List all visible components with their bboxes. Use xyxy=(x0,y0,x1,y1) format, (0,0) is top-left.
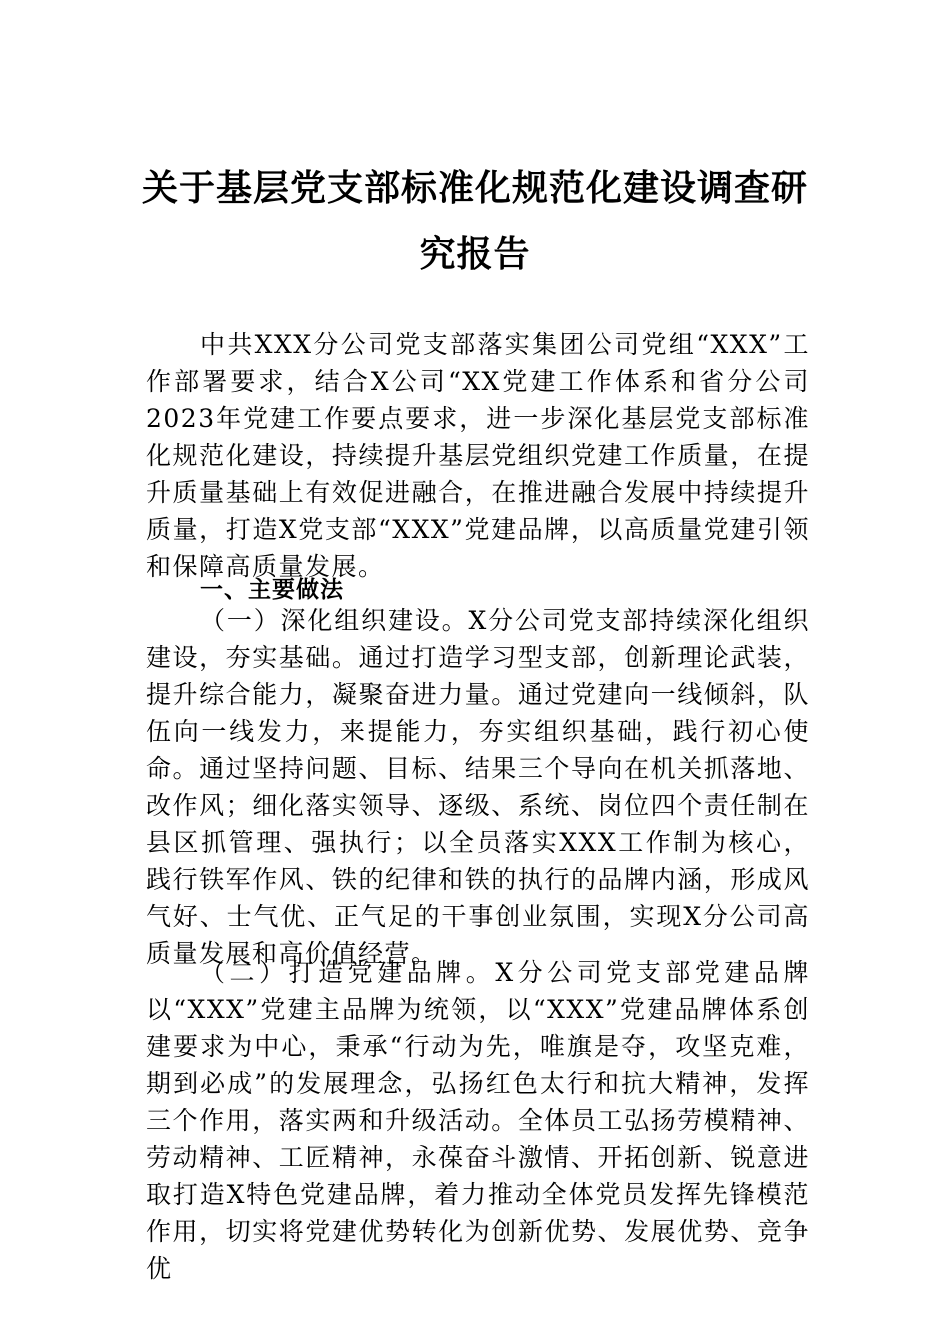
intro-paragraph: 中共XXX分公司党支部落实集团公司党组“XXX”工作部署要求，结合X公司“XX党建工作体系和省分公司2023年党建工作要点要求，进一步深化基层党支部标准化规范化建设，持续提升基层党组织党建工作质量，在提升质量基础上有效促进融合，在推进融合发展中持续提升质量，打造X党支部“XXX”党建品牌，以高质量党建引领和保障高质量发展。 xyxy=(146,330,810,581)
section-heading-main-practices: 一、主要做法 xyxy=(200,577,344,603)
document-title-line-1: 关于基层党支部标准化规范化建设调查研 xyxy=(141,168,808,209)
paragraph-party-brand: （二）打造党建品牌。X分公司党支部党建品牌以“XXX”党建主品牌为统领，以“XXX”党建品牌体系创建要求为中心，秉承“行动为先，唯旗是夺，攻坚克难，期到必成”的发展理念，弘扬红色太行和抗大精神，发挥三个作用，落实两和升级活动。全体员工弘扬劳模精神、劳动精神、工匠精神，永葆奋斗激情、开拓创新、锐意进取打造X特色党建品牌，着力推动全体党员发挥先锋模范作用，切实将党建优势转化为创新优势、发展优势、竞争优 xyxy=(146,958,810,1283)
paragraph-organization-building: （一）深化组织建设。X分公司党支部持续深化组织建设，夯实基础。通过打造学习型支部，创新理论武装，提升综合能力，凝聚奋进力量。通过党建向一线倾斜，队伍向一线发力，来提能力，夯实组织基础，践行初心使命。通过坚持问题、目标、结果三个导向在机关抓落地、改作风；细化落实领导、逐级、系统、岗位四个责任制在县区抓管理、强执行；以全员落实XXX工作制为核心，践行铁军作风、铁的纪律和铁的执行的品牌内涵，形成风气好、士气优、正气足的干事创业氛围，实现X分公司高质量发展和高价值经营。 xyxy=(146,606,810,968)
document-title-line-2: 究报告 xyxy=(419,234,531,275)
